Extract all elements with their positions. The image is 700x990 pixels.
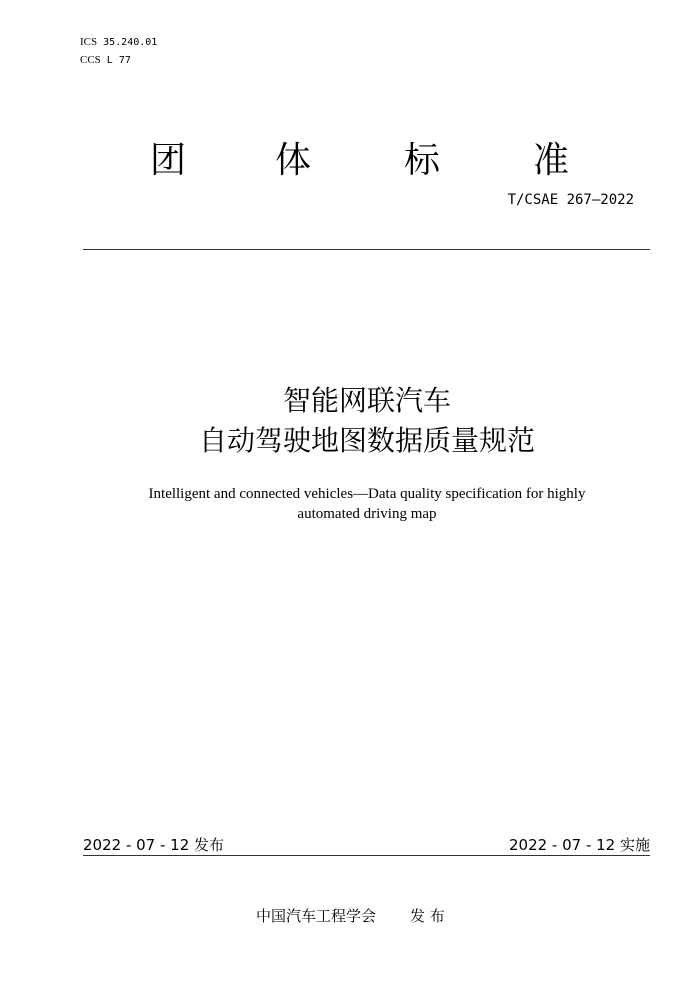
standard-number: T/CSAE 267—2022 bbox=[507, 192, 634, 208]
publish-action: 发 布 bbox=[410, 907, 445, 925]
document-type-title bbox=[0, 132, 700, 181]
ccs-code: L 77 bbox=[106, 55, 131, 66]
ccs-label: CCS bbox=[80, 54, 101, 66]
english-title-line-1: Intelligent and connected vehicles—Data quality specification for highly bbox=[148, 486, 586, 502]
ics-line bbox=[80, 36, 157, 49]
title-char-3: 标 bbox=[404, 140, 441, 181]
publisher-line bbox=[256, 905, 445, 926]
header-divider bbox=[83, 249, 650, 250]
effective-date: 2022 - 07 - 12 实施 bbox=[508, 836, 650, 854]
ics-label: ICS bbox=[80, 36, 98, 48]
footer-divider bbox=[83, 855, 650, 856]
title-char-1: 团 bbox=[150, 140, 187, 181]
english-title-line-2: automated driving map bbox=[297, 506, 437, 522]
title-char-2: 体 bbox=[275, 140, 312, 181]
publish-date: 2022 - 07 - 12 发布 bbox=[83, 836, 225, 854]
publisher-name: 中国汽车工程学会 bbox=[256, 907, 377, 925]
chinese-title-line-1: 智能网联汽车 bbox=[282, 384, 451, 417]
chinese-title-line-2: 自动驾驶地图数据质量规范 bbox=[198, 424, 535, 457]
ics-code: 35.240.01 bbox=[103, 37, 158, 48]
ccs-line bbox=[80, 54, 131, 67]
title-char-4: 准 bbox=[533, 140, 570, 181]
